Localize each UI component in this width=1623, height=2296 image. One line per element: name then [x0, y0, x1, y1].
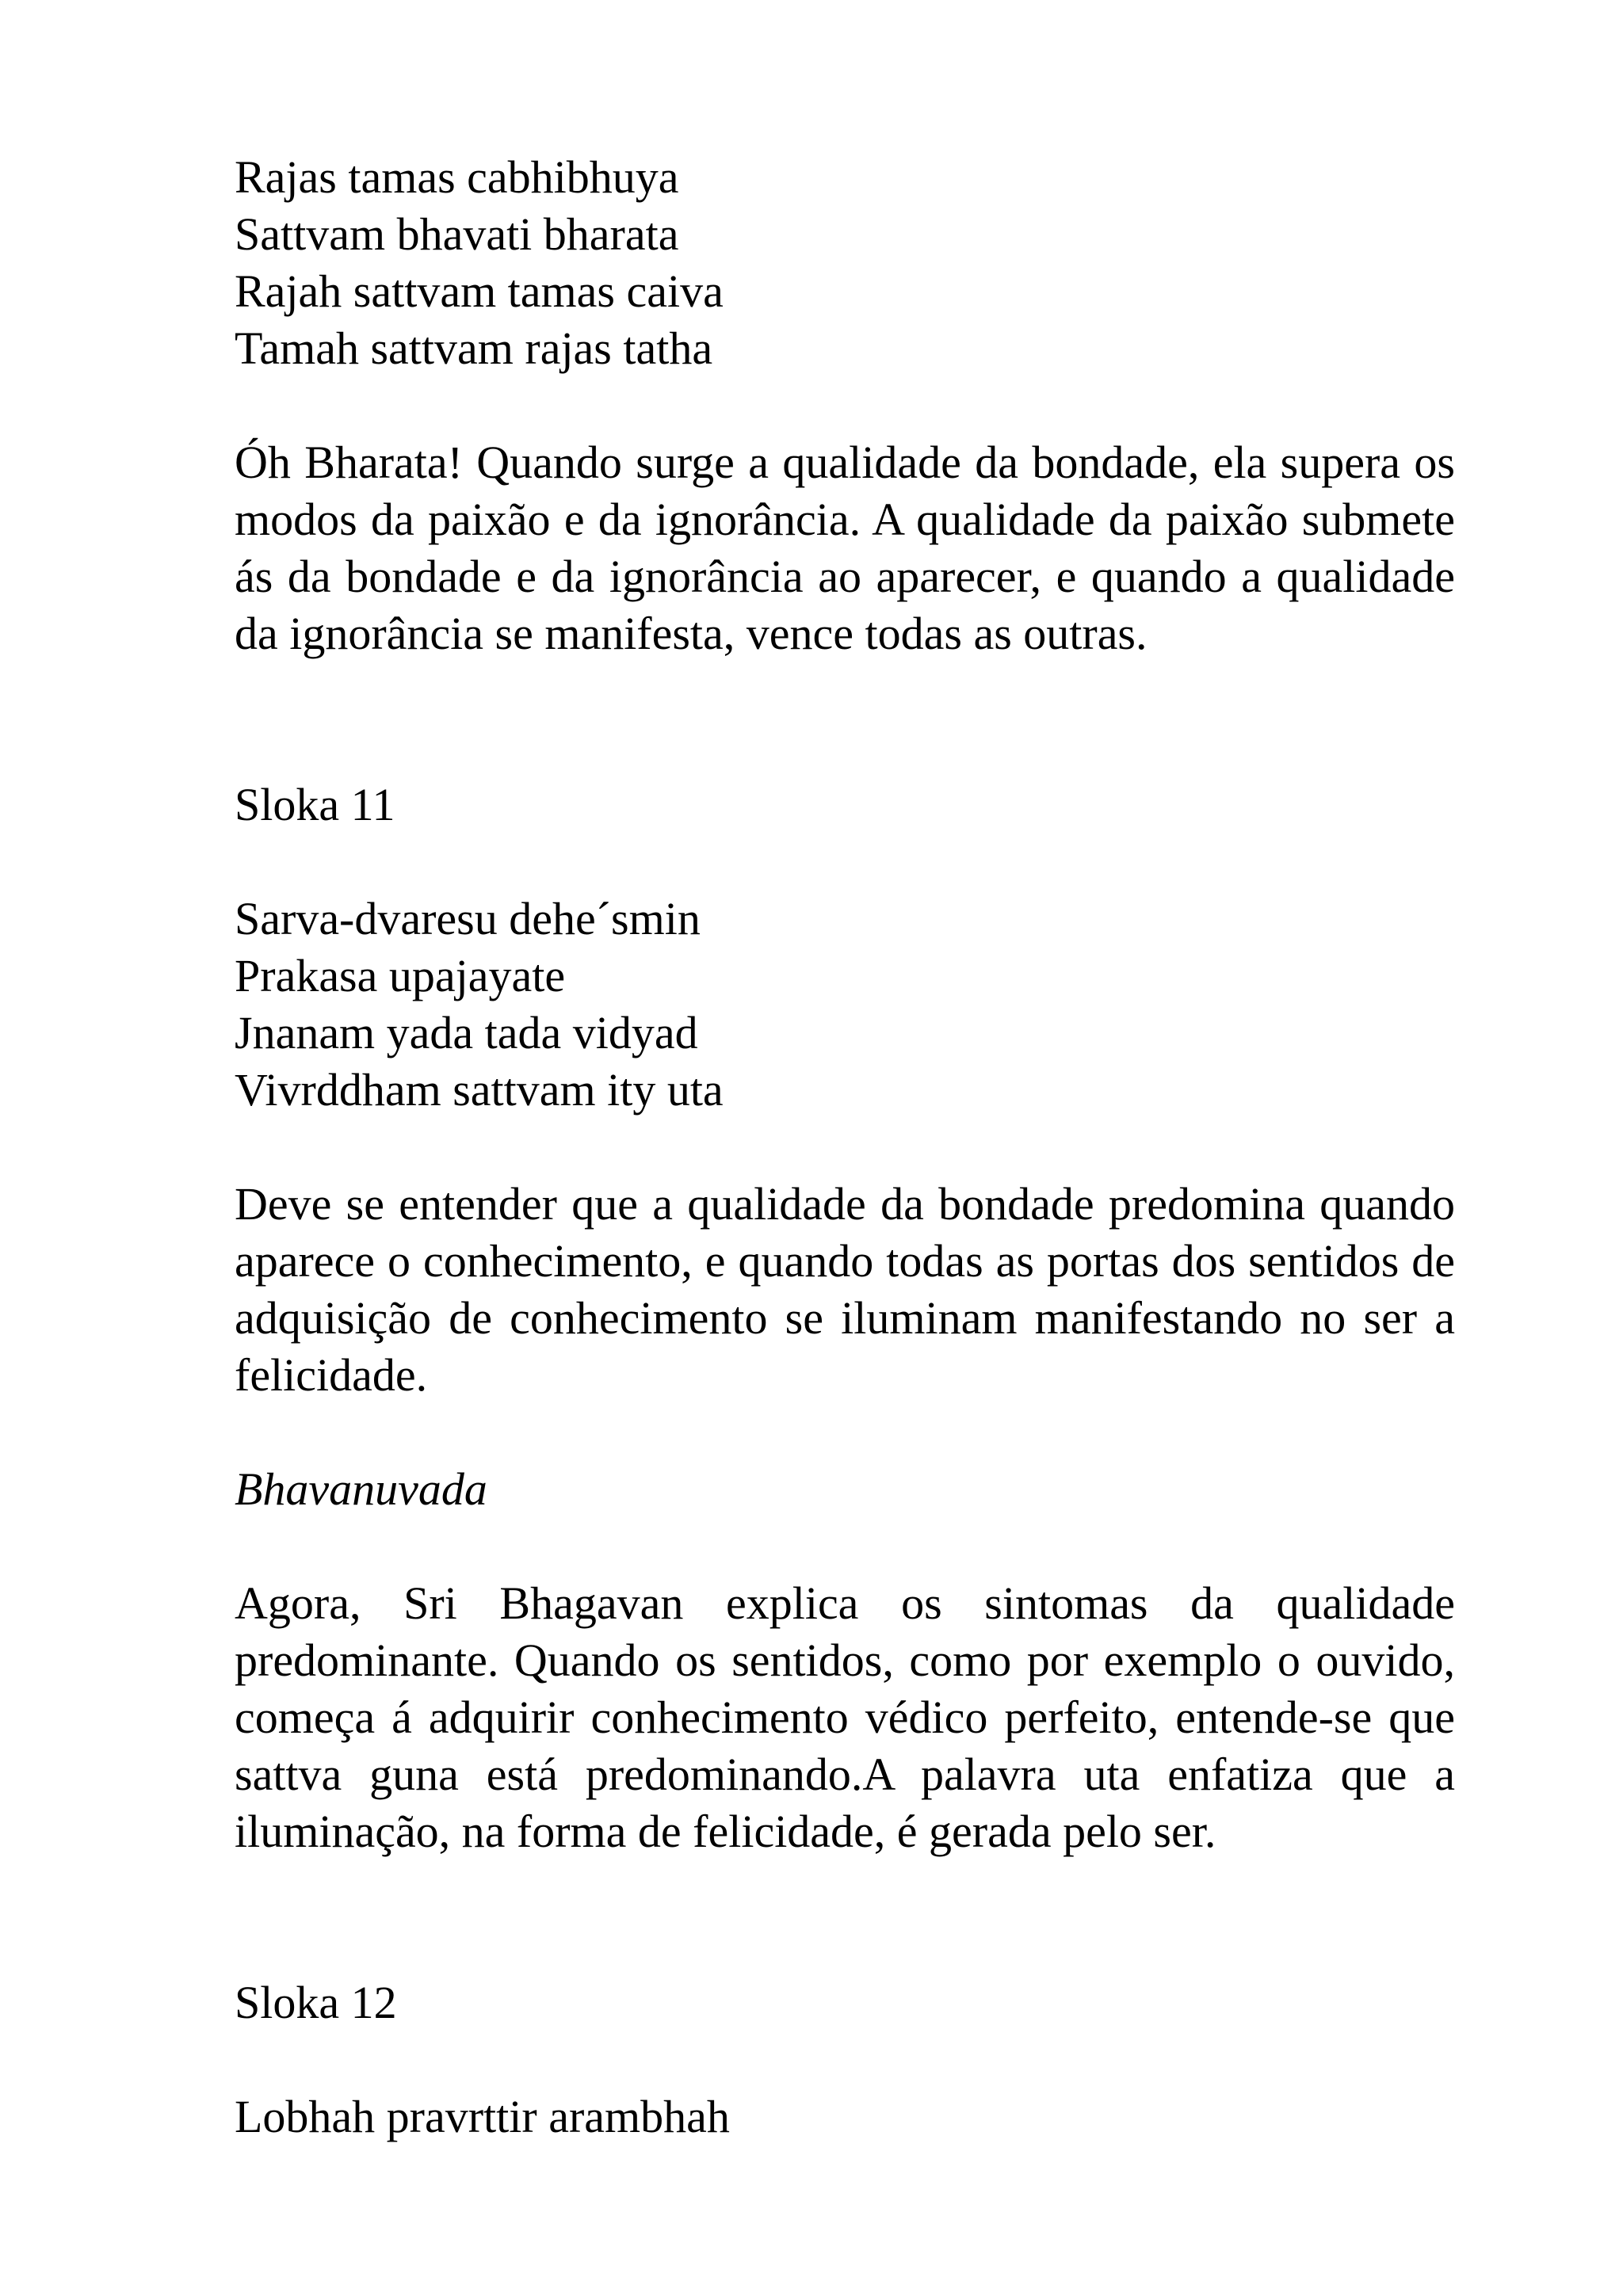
verse-line: Prakasa upajayate: [235, 950, 566, 1001]
bhavanuvada-heading: Bhavanuvada: [235, 1463, 487, 1515]
verse-11: [235, 891, 1455, 1119]
verse-12: [235, 2088, 1455, 2145]
verse-10: [235, 149, 1455, 377]
bhavanuvada-paragraph: Agora, Sri Bhagavan explica os sintomas da qualidade predominante. Quando os sentidos, como por exemplo o ouvido, começa á adquirir conhecimento védico perfeito, entende-se que sattva guna está predominando.A palavra uta enfatiza que a iluminação, na forma de felicidade, é gerada pelo ser.: [235, 1577, 1455, 1857]
verse-line: Tamah sattvam rajas tatha: [235, 322, 713, 374]
translation-paragraph-10: Óh Bharata! Quando surge a qualidade da bondade, ela supera os modos da paixão e da ignorância. A qualidade da paixão submete ás da bondade e da ignorância ao aparecer, e quando a qualidade da ignorância se manifesta, vence todas as outras.: [235, 437, 1455, 659]
verse-line: Jnanam yada tada vidyad: [235, 1007, 698, 1058]
verse-line: Vivrddham sattvam ity uta: [235, 1064, 724, 1116]
verse-line: Rajas tamas cabhibhuya: [235, 151, 679, 203]
verse-line: Sattvam bhavati bharata: [235, 208, 679, 260]
verse-line: Lobhah pravrttir arambhah: [235, 2091, 730, 2142]
translation-paragraph-11: Deve se entender que a qualidade da bondade predomina quando aparece o conhecimento, e quando todas as portas dos sentidos de adquisição de conhecimento se iluminam manifestando no ser a felicidade.: [235, 1178, 1455, 1401]
verse-line: Sarva-dvaresu dehe´smin: [235, 893, 701, 944]
sloka-12-heading: Sloka 12: [235, 1977, 397, 2028]
sloka-11-heading: Sloka 11: [235, 779, 395, 830]
verse-line: Rajah sattvam tamas caiva: [235, 265, 724, 317]
